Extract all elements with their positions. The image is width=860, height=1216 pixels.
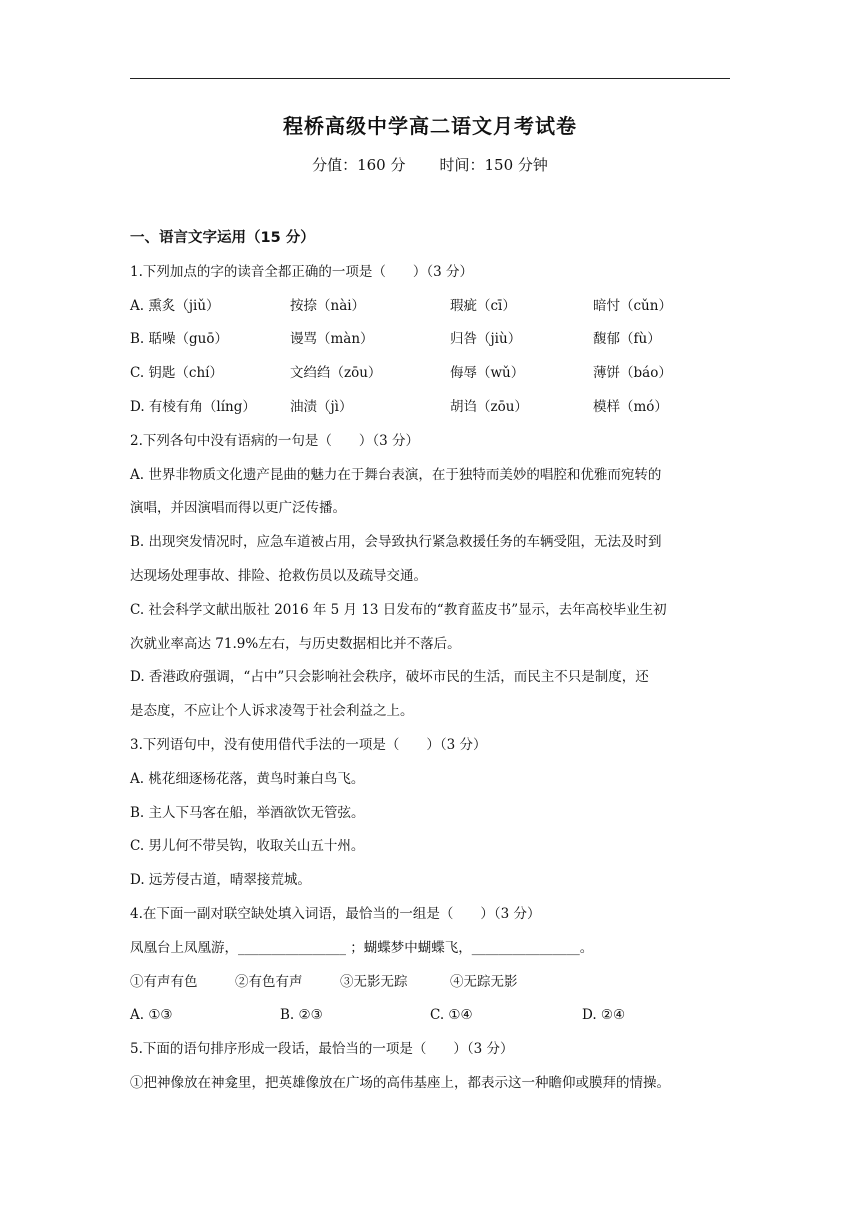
question-1-stem: 1.下列加点的字的读音全都正确的一项是（ ）（3 分） [130, 263, 474, 280]
answer-option: C. ①④ [430, 1007, 473, 1024]
question-2-line: C. 社会科学文献出版社 2016 年 5 月 13 日发布的“教育蓝皮书”显示，去年高校毕业生初 [130, 601, 667, 618]
question-4-choices [130, 966, 730, 1000]
option-item: 馥郁（fù） [593, 331, 661, 348]
choice-item: ②有色有声 [235, 973, 303, 990]
answer-option: A. ①③ [130, 1007, 173, 1024]
option-item: 按捺（nài） [290, 297, 366, 314]
question-2-line: 是态度，不应让个人诉求凌驾于社会利益之上。 [130, 703, 414, 720]
question-1-option-b [130, 323, 730, 357]
question-5-line: ①把神像放在神龛里，把英雄像放在广场的高伟基座上，都表示这一种瞻仰或膜拜的情操。 [130, 1074, 670, 1091]
question-3-stem: 3.下列语句中，没有使用借代手法的一项是（ ）（3 分） [130, 736, 487, 753]
option-item: 模样（mó） [593, 398, 668, 415]
question-1-option-d [130, 391, 730, 425]
question-2-line: B. 出现突发情况时，应急车道被占用，会导致执行紧急救援任务的车辆受阻，无法及时到 [130, 534, 662, 551]
option-item: 侮辱（wǔ） [450, 365, 525, 382]
option-item: D. 有棱有角（líng） [130, 398, 256, 415]
option-item: 暗忖（cǔn） [593, 297, 672, 314]
option-item: 瑕疵（cī） [450, 297, 516, 314]
question-4-answers [130, 999, 730, 1033]
question-2-line: 达现场处理事故、排险、抢救伤员以及疏导交通。 [130, 567, 427, 584]
question-3-option: D. 远芳侵古道，晴翠接荒城。 [130, 872, 311, 889]
choice-item: ③无影无踪 [340, 973, 408, 990]
choice-item: ④无踪无影 [450, 973, 518, 990]
question-2-line: D. 香港政府强调，“占中”只会影响社会秩序，破坏市民的生活，而民主不只是制度，还 [130, 669, 649, 686]
question-1-option-a [130, 290, 730, 324]
option-item: 文绉绉（zōu） [290, 365, 382, 382]
score-info: 分值：160 分 [312, 156, 406, 174]
option-item: C. 钥匙（chí） [130, 365, 224, 382]
exam-title: 程桥高级中学高二语文月考试卷 [283, 114, 577, 138]
question-3-option: A. 桃花细逐杨花落，黄鸟时兼白鸟飞。 [130, 770, 365, 787]
question-5-stem: 5.下面的语句排序形成一段话，最恰当的一项是（ ）（3 分） [130, 1041, 514, 1058]
time-info: 时间：150 分钟 [439, 156, 548, 174]
option-item: 归咎（jiù） [450, 331, 522, 348]
header-rule [130, 78, 730, 79]
option-item: B. 聒噪（guō） [130, 331, 228, 348]
option-item: 谩骂（màn） [290, 331, 374, 348]
option-item: A. 熏炙（jiǔ） [130, 297, 220, 314]
option-item: 胡诌（zōu） [450, 398, 528, 415]
answer-option: D. ②④ [582, 1007, 626, 1024]
exam-info [0, 154, 860, 175]
section-heading: 一、语言文字运用（15 分） [130, 230, 315, 246]
option-item: 薄饼（báo） [593, 365, 672, 382]
answer-option: B. ②③ [280, 1007, 323, 1024]
question-4-couplet: 凤凰台上凤凰游，________________ ；蝴蝶梦中蝴蝶飞，________________。 [130, 939, 594, 956]
question-2-stem: 2.下列各句中没有语病的一句是（ ）（3 分） [130, 432, 420, 449]
question-3-option: C. 男儿何不带吴钩，收取关山五十州。 [130, 838, 365, 855]
question-3-option: B. 主人下马客在船，举酒欲饮无管弦。 [130, 804, 365, 821]
option-item: 油渍（jì） [290, 398, 353, 415]
question-4-stem: 4.在下面一副对联空缺处填入词语，最恰当的一组是（ ）（3 分） [130, 905, 541, 922]
question-2-line: 次就业率高达 71.9%左右，与历史数据相比并不落后。 [130, 635, 461, 652]
question-2-line: 演唱，并因演唱而得以更广泛传播。 [130, 500, 346, 517]
question-2-line: A. 世界非物质文化遗产昆曲的魅力在于舞台表演，在于独特而美妙的唱腔和优雅而宛转的 [130, 466, 662, 483]
exam-content [130, 222, 730, 1101]
question-1-option-c [130, 357, 730, 391]
choice-item: ①有声有色 [130, 973, 198, 990]
